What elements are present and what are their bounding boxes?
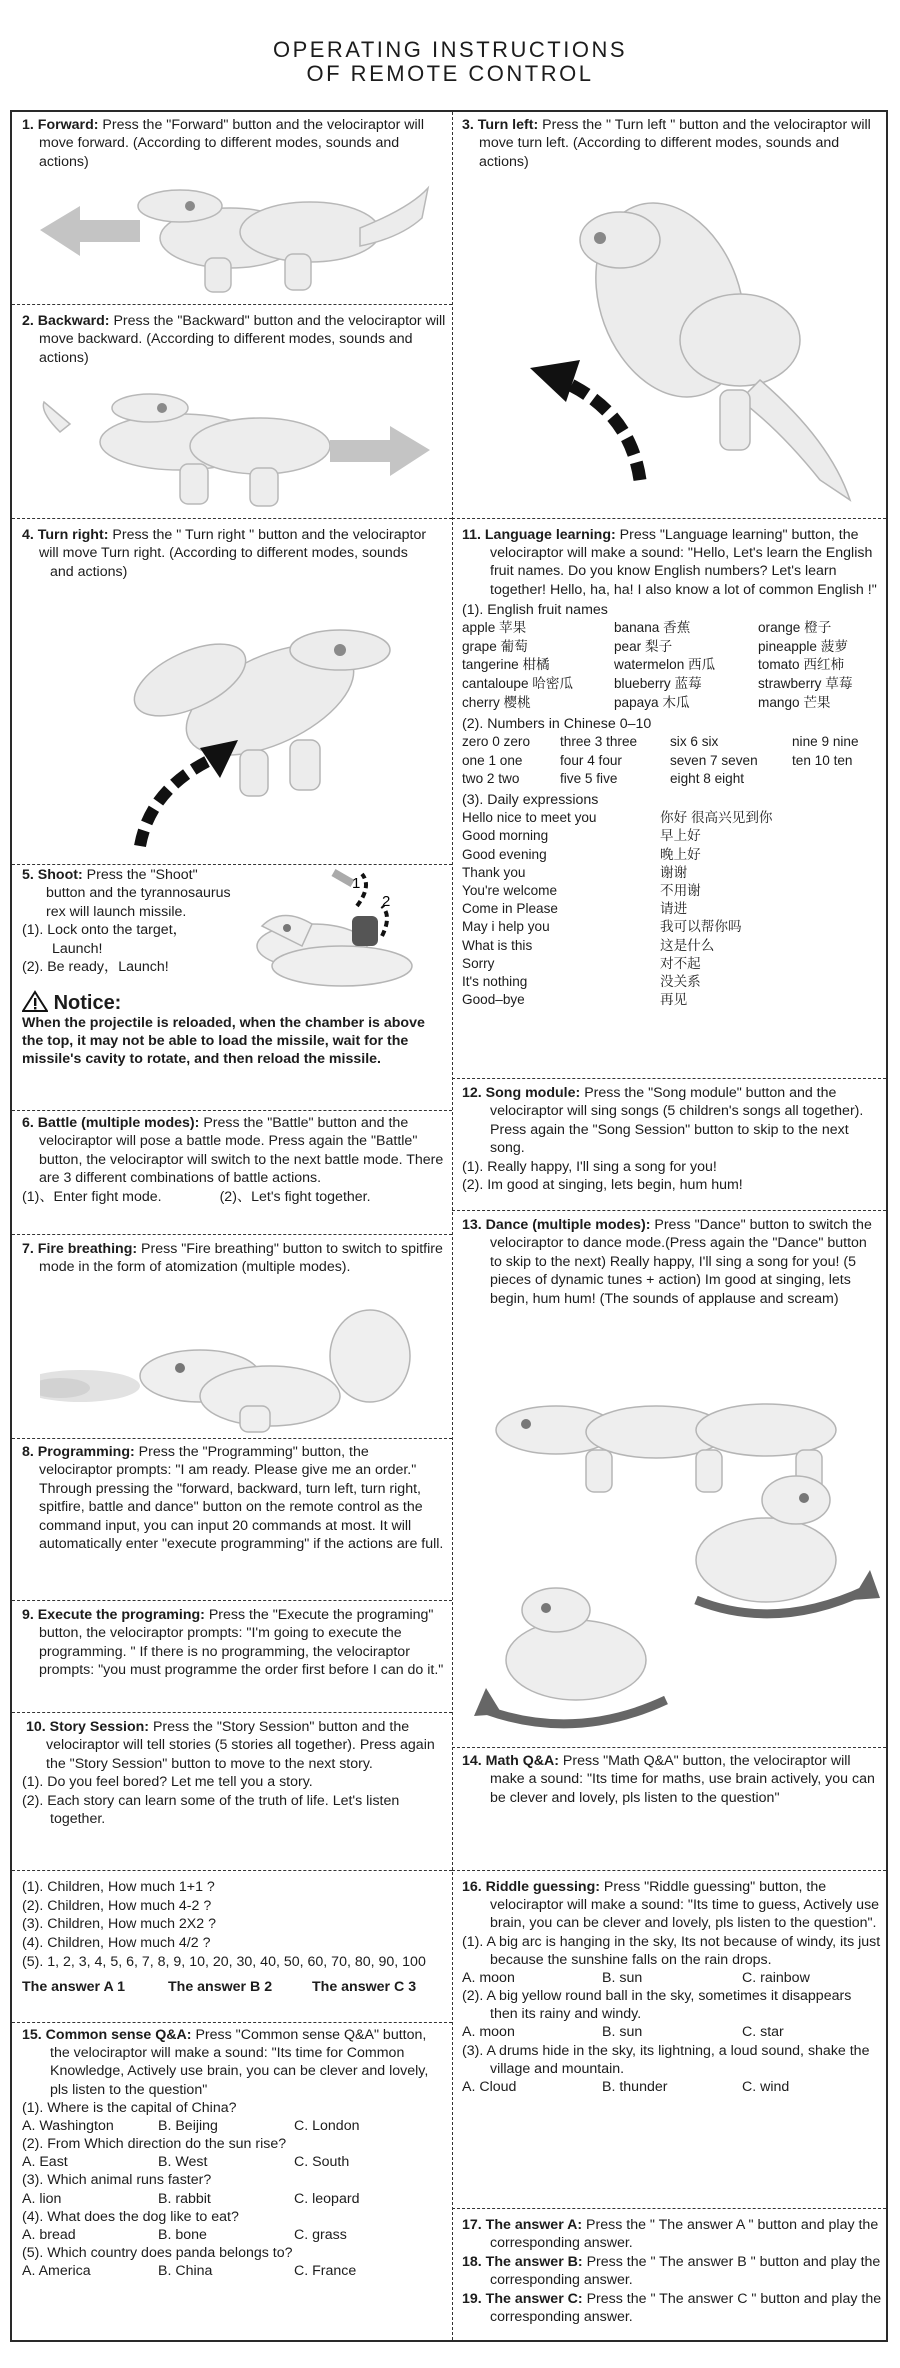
daily-list-title: (3). Daily expressions	[462, 792, 599, 809]
arrow-left-icon	[40, 206, 140, 256]
section-heading: 4. Turn right:	[22, 527, 109, 543]
section-heading: 7. Fire breathing:	[22, 1241, 138, 1257]
fruit-cell: banana 香蕉	[614, 619, 691, 635]
song-item-1: (1). Really happy, I'll sing a song for you!	[462, 1158, 717, 1175]
riddle-option: C. star	[742, 2024, 784, 2041]
expression-en: Sorry	[462, 955, 495, 971]
expression-zh: 这是什么	[660, 937, 715, 953]
table-row	[462, 827, 773, 845]
section-heading: 2. Backward:	[22, 313, 110, 329]
hand-icon	[352, 916, 378, 946]
section-heading: 8. Programming:	[22, 1444, 135, 1460]
fruit-table	[462, 619, 852, 713]
column-divider	[452, 112, 453, 2340]
shoot-step-1: (1). Lock onto the target，	[22, 922, 187, 939]
quiz-option: C. London	[294, 2117, 360, 2134]
riddle-option: B. sun	[602, 1969, 643, 1986]
section-common-sense	[22, 2026, 446, 2280]
number-cell: two 2 two	[462, 771, 520, 787]
shoot-step-2: (2). Be ready，Launch!	[22, 959, 169, 976]
number-cell: four 4 four	[560, 752, 622, 768]
quiz-question: (4). What does the dog like to eat?	[22, 2208, 239, 2225]
backward-illustration	[40, 372, 440, 514]
curved-arrow-icon	[140, 760, 210, 846]
fruit-cell: watermelon 西瓜	[614, 657, 716, 673]
riddle-question: (3). A drums hide in the sky, its lightning, a loud sound, shake the village and mountain.	[462, 2042, 870, 2077]
section-heading: 5. Shoot:	[22, 867, 83, 883]
section-text: Press "Common sense Q&A" button, the velociraptor will make a sound: "Its time for Common Knowledge, Actively use brain, you can be clever and lovely, pls listen to the question"	[50, 2027, 429, 2098]
section-heading: 12. Song module:	[462, 1085, 581, 1101]
table-row	[462, 675, 852, 694]
divider	[12, 1600, 452, 1601]
expression-zh: 对不起	[660, 955, 701, 971]
song-item-2: (2). Im good at singing, lets begin, hum hum!	[462, 1177, 743, 1194]
section-heading: 18. The answer B:	[462, 2253, 583, 2270]
riddle-option: C. wind	[742, 2078, 790, 2095]
number-cell: ten 10 ten	[792, 752, 853, 768]
math-question-1: (1). Children, How much 1+1 ?	[22, 1879, 215, 1895]
table-row	[462, 882, 773, 900]
quiz-option: C. France	[294, 2263, 357, 2280]
section-math-qa	[462, 1752, 882, 1807]
fruit-cell: cherry 樱桃	[462, 694, 531, 710]
shoot-step-1b: Launch!	[52, 940, 103, 957]
quiz-option: A. bread	[22, 2226, 76, 2243]
daily-expressions-table	[462, 809, 773, 1009]
expression-en: Good evening	[462, 846, 547, 862]
expression-en: You're welcome	[462, 883, 558, 899]
number-cell: nine 9 nine	[792, 733, 859, 749]
quiz-option: A. Washington	[22, 2117, 114, 2134]
step-label-1: 1	[352, 875, 361, 892]
quiz-option: A. America	[22, 2263, 91, 2280]
section-heading: 16. Riddle guessing:	[462, 1879, 600, 1895]
expression-en: Come in Please	[462, 901, 558, 917]
table-row	[462, 656, 852, 675]
section-text: Press the "Execute the programing" button, the velociraptor prompts: "I'm going to execute the programming. " If there is no programming, the velociraptor prompts: "you must programme the order first before I can do it."	[39, 1607, 444, 1679]
quiz-option: A. East	[22, 2154, 68, 2171]
riddle-option: B. sun	[602, 2024, 643, 2041]
section-text: Press the "Shoot" button and the tyrannosaurus rex will launch missile.	[46, 867, 231, 920]
riddle-option: A. Cloud	[462, 2078, 517, 2095]
warning-icon	[22, 990, 48, 1012]
divider	[12, 1438, 452, 1439]
section-answer-buttons	[462, 2216, 882, 2327]
section-text: Press "Dance" button to switch the velociraptor to dance mode.(Press again the "Dance" button to skip to the next) Really happy, I'll sing a song for you! (5 pieces of dynamic tunes + action) Im good at singing, lets begin, hum hum! (The sounds of applause and scream)	[490, 1217, 872, 1307]
section-heading: 3. Turn left:	[462, 117, 539, 133]
fruit-cell: blueberry 蓝莓	[614, 676, 702, 692]
expression-zh: 再见	[660, 992, 688, 1008]
math-questions	[22, 1878, 446, 1996]
section-heading: 1. Forward:	[22, 117, 99, 133]
fruit-cell: tomato 西红柿	[758, 657, 845, 673]
section-programming	[22, 1443, 446, 1554]
table-row	[462, 973, 773, 991]
riddle-question: (1). A big arc is hanging in the sky, Its not because of windy, its just because the sunshine falls on the rain drops.	[462, 1933, 881, 1968]
table-row	[462, 991, 773, 1009]
notice-text: When the projectile is reloaded, when the chamber is above the top, it may not be able to load the missile, wait for the missile's cavity to rotate, and then reload the missile.	[22, 1015, 425, 1067]
section-heading: 6. Battle (multiple modes):	[22, 1115, 200, 1131]
expression-zh: 没关系	[660, 974, 701, 990]
number-cell: zero 0 zero	[462, 733, 531, 749]
table-row	[462, 918, 773, 936]
table-row	[462, 770, 859, 789]
arrow-right-icon	[330, 426, 430, 476]
section-text: Press "Language learning" button, the velociraptor will make a sound: "Hello, Let's learn the English fruit names. Do you know English numbers? Let's learn together! Hello, ha, ha! I also know a lot of common English !"	[490, 527, 877, 598]
fruit-list-title: (1). English fruit names	[462, 601, 608, 618]
quiz-option: B. West	[158, 2154, 208, 2171]
divider	[12, 1870, 452, 1871]
section-text: Press the "Battle" button and the velociraptor will pose a battle mode. Press again the "Battle" button, the velociraptor will switch to the next battle mode. There are 3 different combinations of battle actions.	[39, 1115, 444, 1187]
section-heading: 17. The answer A:	[462, 2217, 583, 2233]
quiz-option: B. bone	[158, 2226, 207, 2243]
divider	[12, 864, 452, 865]
notice-box	[22, 990, 446, 1068]
expression-en: What is this	[462, 937, 533, 953]
section-text: Press the "Song module" button and the velociraptor will sing songs (5 children's songs all together). Press again the "Song Session" button to skip to the next song.	[490, 1085, 864, 1157]
number-cell: seven 7 seven	[670, 752, 758, 768]
fruit-cell: mango 芒果	[758, 694, 831, 710]
fruit-cell: orange 橙子	[758, 619, 832, 635]
quiz-option: B. Beijing	[158, 2117, 218, 2134]
section-heading: 13. Dance (multiple modes):	[462, 1217, 651, 1233]
section-text: Press "Riddle guessing" button, the velociraptor will make a sound: "Its time to guess, Actively use brain, you can be clever and lovely, pls listen to the question".	[490, 1879, 880, 1932]
table-row	[462, 733, 859, 752]
number-cell	[792, 770, 859, 789]
expression-zh: 谢谢	[660, 864, 688, 880]
section-turn-left	[462, 116, 882, 171]
divider	[12, 2022, 452, 2023]
quiz-option: B. China	[158, 2263, 213, 2280]
section-language-learning	[462, 526, 882, 1009]
dance-illustration	[466, 1370, 880, 1742]
section-story-session	[22, 1718, 446, 1829]
quiz-question: (2). From Which direction do the sun rise?	[22, 2136, 287, 2153]
section-fire-breathing	[22, 1240, 446, 1277]
battle-option-2: (2)、Let's fight together.	[219, 1188, 371, 1205]
table-row	[462, 864, 773, 882]
divider	[452, 1210, 886, 1211]
fire-breathing-illustration	[40, 1296, 440, 1436]
divider	[452, 1747, 886, 1748]
quiz-option: C. South	[294, 2154, 350, 2171]
number-cell: five 5 five	[560, 771, 618, 787]
math-question-3: (3). Children, How much 2X2 ?	[22, 1916, 216, 1933]
divider	[12, 1110, 452, 1111]
expression-en: Good morning	[462, 828, 549, 844]
page-title-line1: OPERATING INSTRUCTIONS	[272, 37, 628, 62]
forward-illustration	[30, 168, 430, 298]
section-text: Press the "Programming" button, the velociraptor prompts: "I am ready. Please give me an order." Through pressing the "forward, backward, turn left, turn right, spitfire, battle and dance" button on the remote control as the command input, you can input 20 commands at most. It will automatically enter "execute programming" if the actions are full.	[39, 1444, 444, 1553]
section-heading: 19. The answer C:	[462, 2290, 583, 2307]
divider	[452, 1870, 886, 1871]
section-heading: 11. Language learning:	[462, 527, 616, 543]
number-cell: six 6 six	[670, 733, 719, 749]
story-item-2: (2). Each story can learn some of the truth of life. Let's listen together.	[22, 1792, 400, 1828]
divider	[452, 2208, 886, 2209]
math-question-4: (4). Children, How much 4/2 ?	[22, 1935, 211, 1952]
quiz-question: (5). Which country does panda belongs to?	[22, 2245, 293, 2262]
rotate-arrow-icon	[486, 1700, 666, 1724]
expression-zh: 早上好	[660, 828, 701, 844]
fruit-cell: pear 梨子	[614, 638, 673, 654]
fruit-cell: tangerine 柑橘	[462, 657, 550, 673]
turn-right-illustration	[70, 590, 440, 860]
section-battle	[22, 1114, 446, 1206]
riddle-option: B. thunder	[602, 2078, 668, 2095]
section-execute-programming	[22, 1606, 446, 1680]
table-row	[462, 937, 773, 955]
divider	[12, 304, 452, 305]
fruit-cell: pineapple 菠萝	[758, 638, 848, 654]
table-row	[462, 846, 773, 864]
table-row	[462, 619, 852, 638]
section-text: Press the "Story Session" button and the velociraptor will tell stories (5 stories all together). Press again the "Story Session" button to move to the next story.	[46, 1719, 435, 1772]
section-forward	[22, 116, 446, 171]
step-label-2: 2	[382, 893, 391, 910]
table-row	[462, 809, 773, 827]
table-row	[462, 694, 852, 713]
table-row	[462, 638, 852, 657]
math-answer-a: The answer A 1	[22, 1978, 126, 1995]
section-heading: 10. Story Session:	[26, 1719, 150, 1735]
section-dance	[462, 1216, 882, 1308]
section-text: Press the " The answer C " button and play the corresponding answer.	[490, 2290, 882, 2326]
story-item-1: (1). Do you feel bored? Let me tell you a story.	[22, 1774, 313, 1791]
section-backward	[22, 312, 446, 367]
expression-zh: 我可以帮你吗	[660, 919, 742, 935]
riddle-question: (2). A big yellow round ball in the sky, sometimes it disappears then its rainy and windy.	[462, 1988, 852, 2023]
shoot-illustration	[232, 866, 448, 994]
section-riddle-guessing	[462, 1878, 882, 2096]
turn-left-illustration	[500, 180, 880, 512]
number-cell: three 3 three	[560, 733, 638, 749]
expression-en: Good–bye	[462, 992, 525, 1008]
quiz-question: (1). Where is the capital of China?	[22, 2099, 237, 2116]
math-question-5: (5). 1, 2, 3, 4, 5, 6, 7, 8, 9, 10, 20, 30, 40, 50, 60, 70, 80, 90, 100	[22, 1953, 426, 1970]
number-cell: eight 8 eight	[670, 771, 745, 787]
quiz-option: A. lion	[22, 2190, 62, 2207]
table-row	[462, 752, 859, 771]
section-text: Press the " Turn left " button and the velociraptor will move turn left. (According to different modes, sounds and actions)	[479, 117, 871, 170]
riddle-option: A. moon	[462, 2024, 515, 2041]
table-row	[462, 955, 773, 973]
math-answer-c: The answer C 3	[312, 1978, 417, 1995]
section-text: Press the "Backward" button and the velociraptor will move backward. (According to different modes, sounds and actions)	[39, 313, 446, 366]
section-text: Press "Fire breathing" button to switch to spitfire mode in the form of atomization (multiple modes).	[39, 1241, 443, 1276]
section-text: Press the " Turn right " button and the velociraptor will move Turn right. (According to different modes, sounds	[39, 527, 427, 562]
section-text: Press "Math Q&A" button, the velociraptor will make a sound: "Its time for maths, use brain actively, you can be clever and lovely, pls listen to the question"	[490, 1753, 875, 1806]
section-text: Press the "Forward" button and the velociraptor will move forward. (According to different modes, sounds and actions)	[39, 117, 424, 170]
number-cell: one 1 one	[462, 752, 523, 768]
fruit-cell: apple 苹果	[462, 619, 527, 635]
section-text: Press the " The answer A " button and play the corresponding answer.	[490, 2217, 879, 2252]
page-title-line2: OF REMOTE CONTROL	[306, 61, 594, 86]
fruit-cell: strawberry 草莓	[758, 676, 853, 692]
math-answer-b: The answer B 2	[168, 1978, 273, 1995]
expression-en: Thank you	[462, 864, 526, 880]
expression-en: May i help you	[462, 919, 550, 935]
divider	[12, 518, 452, 519]
quiz-question: (3). Which animal runs faster?	[22, 2172, 212, 2189]
quiz-option: C. grass	[294, 2226, 347, 2243]
fruit-cell: grape 葡萄	[462, 638, 528, 654]
riddle-option: C. rainbow	[742, 1969, 810, 1986]
fruit-cell: papaya 木瓜	[614, 694, 690, 710]
section-text-cont: and actions)	[50, 563, 128, 580]
expression-zh: 晚上好	[660, 846, 701, 862]
numbers-table	[462, 733, 859, 789]
divider	[12, 1712, 452, 1713]
divider	[452, 518, 886, 519]
section-song-module	[462, 1084, 882, 1195]
expression-zh: 请进	[660, 901, 688, 917]
quiz-option: B. rabbit	[158, 2190, 211, 2207]
numbers-list-title: (2). Numbers in Chinese 0–10	[462, 715, 652, 732]
expression-zh: 不用谢	[660, 883, 701, 899]
section-text: Press the " The answer B " button and play the corresponding answer.	[490, 2253, 881, 2289]
section-heading: 15. Common sense Q&A:	[22, 2027, 192, 2043]
expression-zh: 你好 很高兴见到你	[660, 810, 773, 826]
notice-title: Notice:	[53, 992, 122, 1014]
expression-en: Hello nice to meet you	[462, 810, 597, 826]
section-shoot	[22, 866, 232, 977]
section-turn-right	[22, 526, 446, 581]
divider	[12, 1234, 452, 1235]
battle-option-1: (1)、Enter fight mode.	[22, 1188, 162, 1205]
table-row	[462, 900, 773, 918]
fruit-cell: cantaloupe 哈密瓜	[462, 676, 574, 692]
riddle-option: A. moon	[462, 1969, 515, 1986]
curved-arrow-icon	[560, 380, 640, 480]
section-heading: 9. Execute the programing:	[22, 1607, 205, 1623]
expression-en: It's nothing	[462, 974, 528, 990]
math-question-2: (2). Children, How much 4-2 ?	[22, 1897, 212, 1914]
quiz-option: C. leopard	[294, 2190, 360, 2207]
divider	[452, 1078, 886, 1079]
section-heading: 14. Math Q&A:	[462, 1753, 559, 1769]
